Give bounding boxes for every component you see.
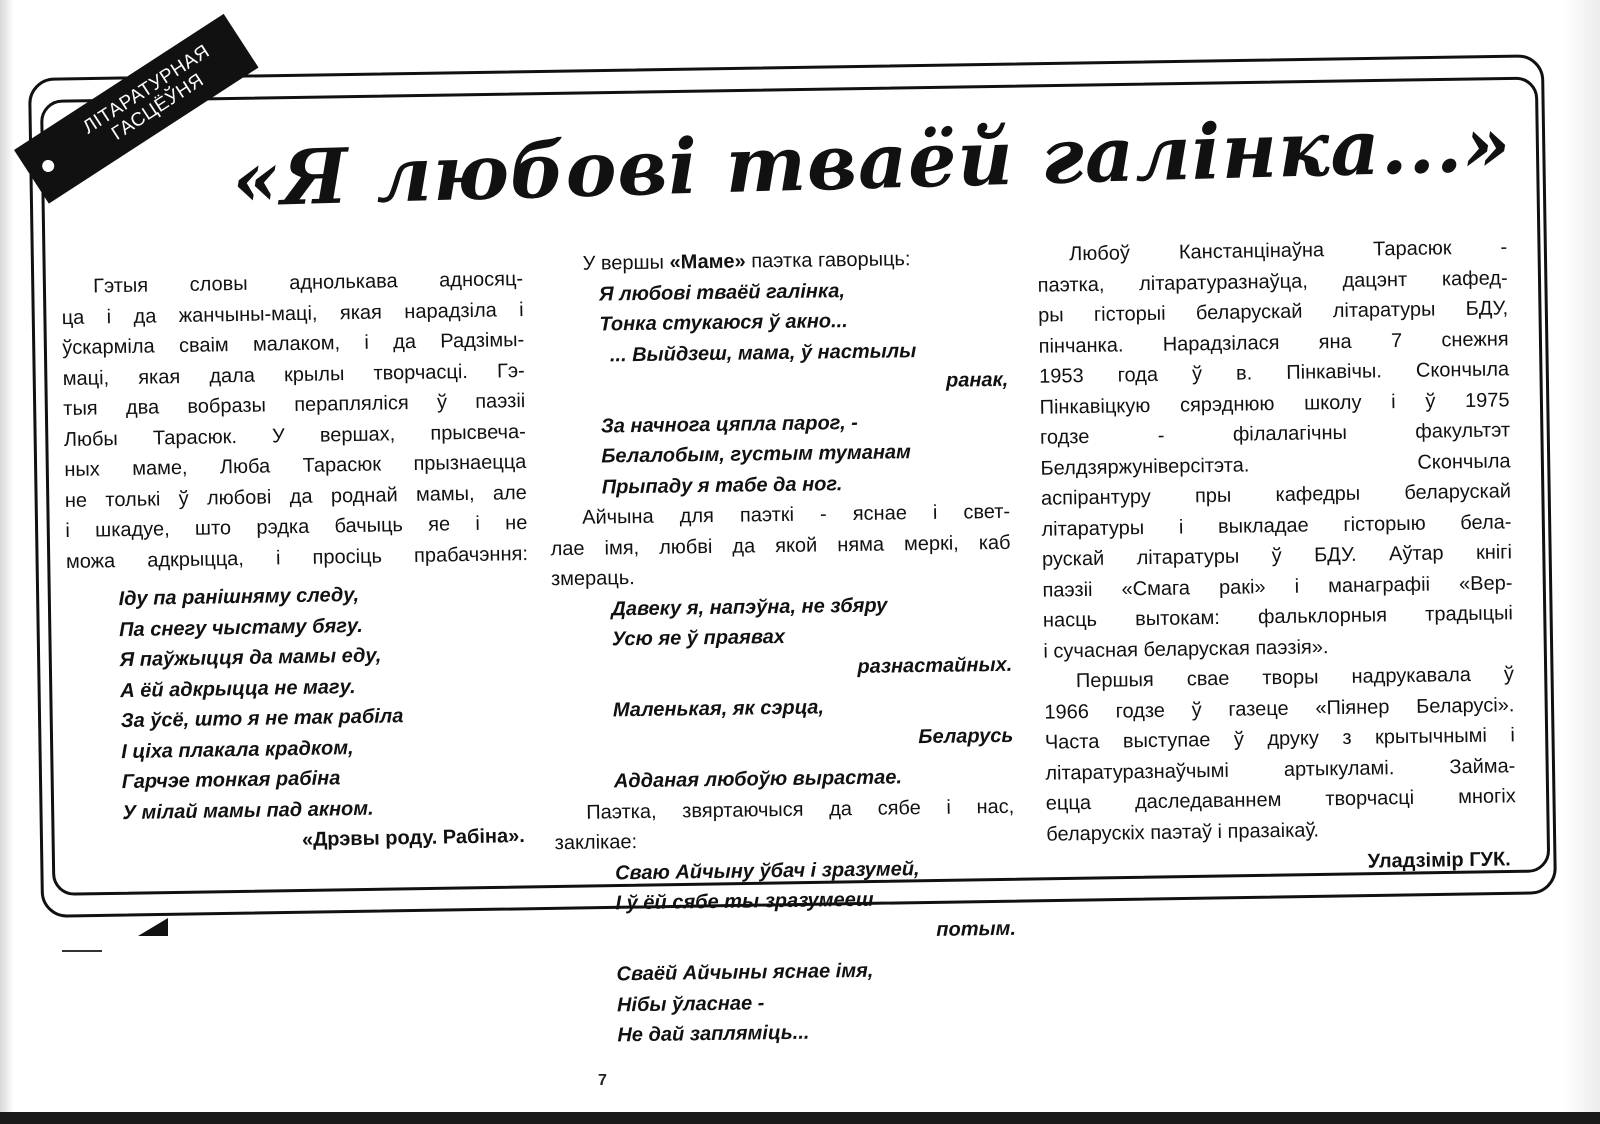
text-line: годзе - філалагічны факультэт <box>1039 419 1511 449</box>
poem-line: Сваю Айчыну ўбач і зразумей, <box>614 857 920 884</box>
text-line: ры гісторыі беларускай літаратуры БДУ, <box>1038 297 1509 327</box>
article-title: «Я любові тваёй галінка...» <box>230 99 1513 224</box>
text-line: змераць. <box>550 567 635 591</box>
column-3-paragraph <box>1044 659 1517 849</box>
poem-line: За начнога цяпла парог, - <box>600 411 859 438</box>
poem-line: разнастайных. <box>857 653 1013 678</box>
text-line: 1966 годзе ў газеце «Піянер Беларусі». <box>1044 693 1515 724</box>
poem-line: Я паўжыцця да мамы еду, <box>119 644 382 672</box>
column-2 <box>546 243 1017 1052</box>
poem-line: Іду па ранішняму следу, <box>118 583 360 611</box>
poem-excerpt <box>551 588 1014 797</box>
text-line: і сучасная беларуская паэзія». <box>1043 635 1329 663</box>
column-2-paragraph <box>554 791 1015 858</box>
poem-line: Па снегу чыстаму бягу. <box>118 614 364 641</box>
text-line: маці, якая дала крылы творчасці. Гэ- <box>62 359 525 390</box>
text-line: можа адкрыцца, і просіць прабачэння: <box>65 542 529 573</box>
poem-line: Усю яе ў праявах <box>611 625 786 651</box>
text-line: Любоў Канстанцінаўна Тарасюк - <box>1069 236 1508 266</box>
poem-line: А ёй адкрыцца не магу. <box>120 675 356 702</box>
text-line: Гэтыя словы аднолькава адносяц- <box>92 268 524 298</box>
text-line: ецца даследаваннем творчасці многіх <box>1045 785 1516 815</box>
text-line: ных маме, Люба Тарасюк прызнаецца <box>64 450 527 482</box>
text-line: Паэтка, звяртаючыся да сябе і нас, <box>586 795 1015 824</box>
text-line: Першыя свае творы надрукавала ў <box>1075 663 1515 693</box>
decorative-line <box>62 950 102 952</box>
column-3 <box>1037 232 1517 882</box>
poem-line: Нібы ўласнае - <box>616 991 765 1016</box>
page-number: 7 <box>598 1072 607 1089</box>
text-line: літаратуразнаўчымі артыкуламі. Займа- <box>1045 754 1516 785</box>
poem-line: Не дай запляміць... <box>617 1021 810 1047</box>
text-line: Любы Тарасюк. У вершах, прысвеча- <box>63 420 526 451</box>
poem-line: Адданая любоўю вырастае. <box>613 766 903 793</box>
poem-line: Маленькая, як сэрца, <box>612 696 825 722</box>
scan-edge-bottom <box>0 1112 1600 1124</box>
text-line: лае імя, любві да якой няма меркі, каб <box>550 531 1011 560</box>
text-line: 1953 года ў в. Пінкавічы. Скончыла <box>1038 358 1510 388</box>
poem-title: «Маме» <box>669 250 746 274</box>
poem-line: Я любові тваёй галінка, <box>598 279 846 306</box>
column-3-paragraph <box>1037 232 1514 666</box>
poem-line: Беларусь <box>918 724 1014 748</box>
poem-line: Белалобым, густым туманам <box>601 441 912 468</box>
text-line: рускай літаратуры ў БДУ. Аўтар кнігі <box>1041 541 1513 571</box>
text-line: пінчанка. Нарадзілася яна 7 снежня <box>1038 327 1509 358</box>
poem-source: «Дрэвы роду. Рабіна». <box>301 825 526 851</box>
text-line: літаратуры і выкладае гісторыю бела- <box>1041 510 1512 541</box>
text-line: паэтка, літаратуразнаўца, дацэнт кафед- <box>1037 266 1508 297</box>
poem-line: І ў ёй сябе ты зразумееш <box>615 888 874 915</box>
column-2-paragraph <box>550 497 1011 595</box>
triangle-icon <box>138 918 168 936</box>
text-line: паэзіі «Смага ракі» і манаграфіі «Вер- <box>1042 571 1513 602</box>
text-line: ўскарміла сваім малаком, і да Радзімы- <box>62 329 525 360</box>
bullet-icon <box>40 158 57 175</box>
text-line: Часта выступае ў друку з крытычнымі і <box>1044 724 1515 754</box>
column-1-paragraph <box>61 264 528 577</box>
poem-line: І ціха плакала крадком, <box>121 736 354 763</box>
scan-edge <box>1564 0 1600 1112</box>
poem-line: Тонка стукаюся ў акно... <box>599 310 848 336</box>
poem-line: Гарчэе тонкая рабіна <box>121 767 341 794</box>
text-line: Пінкавіцкую сярэднюю школу і ў 1975 <box>1039 388 1510 419</box>
poem-line: У мілай мамы пад акном. <box>122 797 374 824</box>
poem-line: ранак, <box>945 368 1009 392</box>
poem-line: За ўсё, што я не так рабіла <box>120 705 404 733</box>
poem-line: Давеку я, напэўна, не збяру <box>611 594 888 620</box>
poem-excerpt <box>547 273 1010 503</box>
rubric-text: ЛІТАРАТУРНАЯ ГАСЦЁЎНЯ <box>79 40 214 145</box>
author-signature: Уладзімір ГУК. <box>1367 848 1511 873</box>
intro-text: У вершы <box>582 251 670 275</box>
poem-line: Сваёй Айчыны яснае імя, <box>616 959 874 986</box>
poem-excerpt <box>66 577 532 829</box>
text-line: і шкадуе, што рэдка бачыць яе і не <box>65 511 528 543</box>
scan-shadow <box>0 0 14 1124</box>
text-line: насць вытокам: фальклорныя традыцыі <box>1042 602 1514 632</box>
poem-line: Прыпаду я табе да ног. <box>601 472 843 499</box>
text-line: Белдзяржуніверсітэта. Скончыла <box>1040 449 1511 480</box>
text-line: беларускіх паэтаў і празаікаў. <box>1046 818 1320 846</box>
text-line: ца і да жанчыны-маці, якая нарадзіла і <box>61 298 524 329</box>
text-line: аспірантуру пры кафедры беларускай <box>1040 480 1512 510</box>
poem-excerpt <box>555 852 1018 1051</box>
poem-line: потым. <box>936 917 1017 941</box>
text-line: Айчына для паэткі - яснае і свет- <box>582 500 1011 529</box>
column-1 <box>61 264 533 859</box>
text-line: не толькі ў любові да роднай мамы, але <box>64 481 528 512</box>
intro-text: паэтка гаворыць: <box>745 248 911 273</box>
text-line: тыя два вобразы перапляліся ў паэзіі <box>63 389 526 421</box>
text-line: заклікае: <box>554 831 638 855</box>
poem-line: ... Выйдзеш, мама, ў настылы <box>609 339 917 366</box>
